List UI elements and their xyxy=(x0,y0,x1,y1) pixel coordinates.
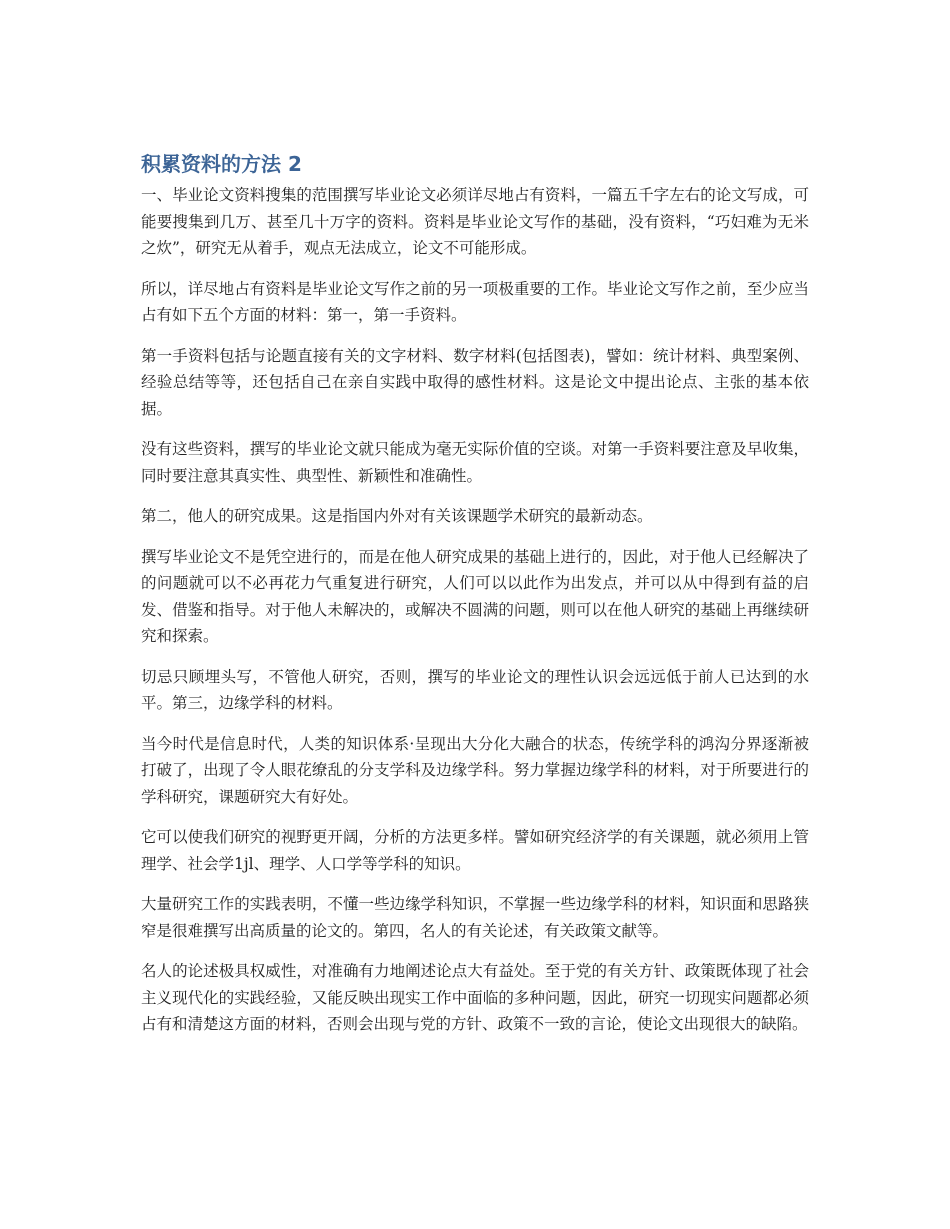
paragraph-9: 它可以使我们研究的视野更开阔，分析的方法更多样。譬如研究经济学的有关课题，就必须用上管理学、社会学1jl、理学、人口学等学科的知识。 xyxy=(141,828,809,873)
paragraph-2: 所以，详尽地占有资料是毕业论文写作之前的另一项极重要的工作。毕业论文写作之前，至少应当占有如下五个方面的材料：第一，第一手资料。 xyxy=(141,279,809,324)
paragraph-3: 第一手资料包括与论题直接有关的文字材料、数字材料(包括图表)，譬如：统计材料、典型案例、经验总结等等，还包括自己在亲自实践中取得的感性材料。这是论文中提出论点、主张的基本依据。 xyxy=(141,346,809,418)
paragraph-10: 大量研究工作的实践表明，不懂一些边缘学科知识，不掌握一些边缘学科的材料，知识面和思路狭窄是很难撰写出高质量的论文的。第四，名人的有关论述，有关政策文献等。 xyxy=(141,895,809,940)
paragraph-4: 没有这些资料，撰写的毕业论文就只能成为毫无实际价值的空谈。对第一手资料要注意及早收集，同时要注意其真实性、典型性、新颖性和准确性。 xyxy=(141,440,809,485)
paragraph-1: 一、毕业论文资料搜集的范围撰写毕业论文必须详尽地占有资料，一篇五千字左右的论文写成，可能要搜集到几万、甚至几十万字的资料。资料是毕业论文写作的基础，没有资料，“巧妇难为无米之炊”，研究无从着手，观点无法成立，论文不可能形成。 xyxy=(141,186,809,257)
document-page xyxy=(141,150,809,1052)
paragraph-5: 第二，他人的研究成果。这是指国内外对有关该课题学术研究的最新动态。 xyxy=(141,507,653,525)
paragraph-8: 当今时代是信息时代，人类的知识体系·呈现出大分化大融合的状态，传统学科的鸿沟分界逐渐被打破了，出现了令人眼花缭乱的分支学科及边缘学科。努力掌握边缘学科的材料，对于所要进行的学科研究，课题研究大有好处。 xyxy=(141,734,809,806)
document-title: 积累资料的方法 2 xyxy=(141,152,302,176)
paragraph-11: 名人的论述极具权威性，对准确有力地阐述论点大有益处。至于党的有关方针、政策既体现了社会主义现代化的实践经验，又能反映出现实工作中面临的多种问题，因此，研究一切现实问题都必须占有和清楚这方面的材料，否则会出现与党的方针、政策不一致的言论，使论文出现很大的缺陷。 xyxy=(141,962,809,1033)
paragraph-7: 切忌只顾埋头写，不管他人研究，否则，撰写的毕业论文的理性认识会远远低于前人已达到的水平。第三，边缘学科的材料。 xyxy=(141,667,809,712)
paragraph-6: 撰写毕业论文不是凭空进行的，而是在他人研究成果的基础上进行的，因此，对于他人已经解决了的问题就可以不必再花力气重复进行研究，人们可以以此作为出发点，并可以从中得到有益的启发、借鉴和指导。对于他人未解决的，或解决不圆满的问题，则可以在他人研究的基础上再继续研究和探索。 xyxy=(141,547,809,645)
